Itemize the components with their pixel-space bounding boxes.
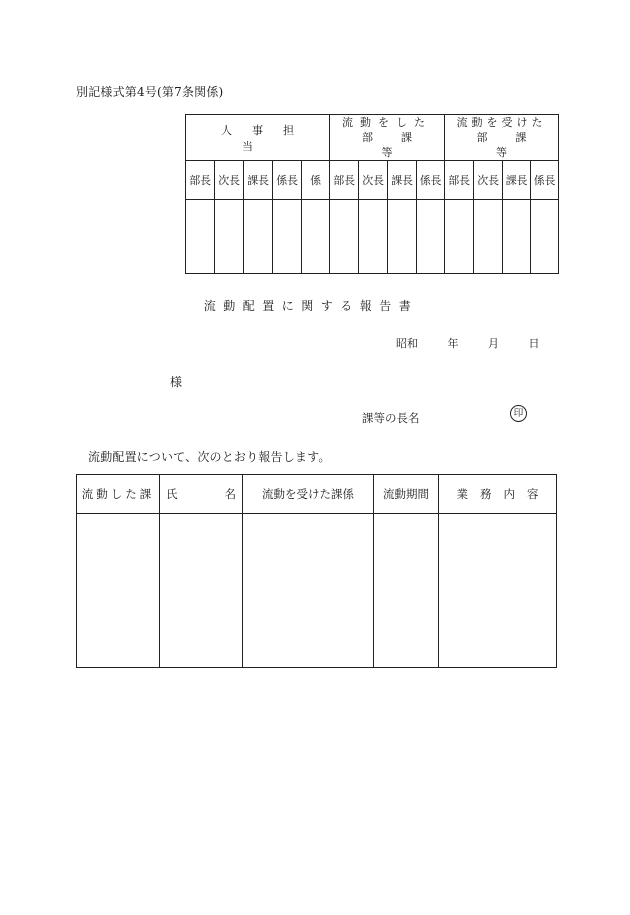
col-period-header: 流動期間: [374, 475, 439, 514]
role-cell: 課長: [388, 161, 417, 200]
role-cell: 部長: [186, 161, 215, 200]
group-from-line1: 流動をした: [342, 116, 432, 129]
stamp-box[interactable]: [388, 200, 417, 274]
role-cell: 次長: [215, 161, 244, 200]
month-label: 月: [488, 337, 499, 350]
stamp-box[interactable]: [215, 200, 244, 274]
stamp-box[interactable]: [273, 200, 302, 274]
group-personnel-label: 人事担当: [221, 123, 314, 153]
role-cell: 係長: [273, 161, 302, 200]
report-body-text: 流動配置について、次のとおり報告します。: [88, 450, 331, 464]
group-personnel-header: [186, 115, 330, 161]
report-title-text: 流動配置に関する報告書: [203, 299, 419, 313]
col-from-section-label: 流動した課: [81, 487, 155, 501]
role-cell: 係: [302, 161, 330, 200]
col-duties-label: 業務内容: [456, 487, 551, 501]
detail-table: [76, 474, 557, 668]
name-cell[interactable]: [160, 514, 243, 668]
stamp-box[interactable]: [359, 200, 388, 274]
group-from-line2: 部課等: [362, 131, 440, 159]
sender-label: 課等の長名: [362, 411, 420, 425]
group-to-line1: 流動を受けた: [456, 116, 547, 129]
form-number-label: 別記様式第4号(第7条関係): [76, 85, 224, 99]
role-cell: 課長: [503, 161, 531, 200]
duties-cell[interactable]: [439, 514, 557, 668]
role-cell: 部長: [445, 161, 474, 200]
year-label: 年: [447, 337, 459, 350]
group-to-line2: 部課等: [476, 131, 555, 159]
from-section-cell[interactable]: [77, 514, 160, 668]
role-cell: 課長: [244, 161, 273, 200]
role-cell: 次長: [474, 161, 503, 200]
period-cell[interactable]: [374, 514, 439, 668]
group-to-header: [445, 115, 559, 161]
col-duties-header: [439, 475, 557, 514]
to-section-cell[interactable]: [243, 514, 374, 668]
group-from-header: [330, 115, 445, 161]
addressee-suffix: 様: [170, 375, 183, 389]
stamp-box[interactable]: [417, 200, 445, 274]
stamp-box[interactable]: [474, 200, 503, 274]
day-label: 日: [528, 337, 540, 350]
stamp-box[interactable]: [186, 200, 215, 274]
col-to-section-header: 流動を受けた課係: [243, 475, 374, 514]
approval-stamp-table: [185, 114, 559, 274]
role-cell: 係長: [531, 161, 559, 200]
stamp-box[interactable]: [445, 200, 474, 274]
col-name-header: [160, 475, 243, 514]
stamp-box[interactable]: [302, 200, 330, 274]
col-name-label-1: 氏: [166, 487, 178, 501]
seal-icon: 印: [510, 405, 527, 422]
date-line: [396, 335, 540, 351]
stamp-box[interactable]: [244, 200, 273, 274]
stamp-box[interactable]: [531, 200, 559, 274]
stamp-box[interactable]: [330, 200, 359, 274]
report-title: [0, 297, 630, 314]
role-cell: 次長: [359, 161, 388, 200]
col-from-section-header: [77, 475, 160, 514]
col-name-label-2: 名: [224, 487, 236, 501]
era-label: 昭和: [396, 337, 418, 350]
role-cell: 部長: [330, 161, 359, 200]
stamp-box[interactable]: [503, 200, 531, 274]
role-cell: 係長: [417, 161, 445, 200]
